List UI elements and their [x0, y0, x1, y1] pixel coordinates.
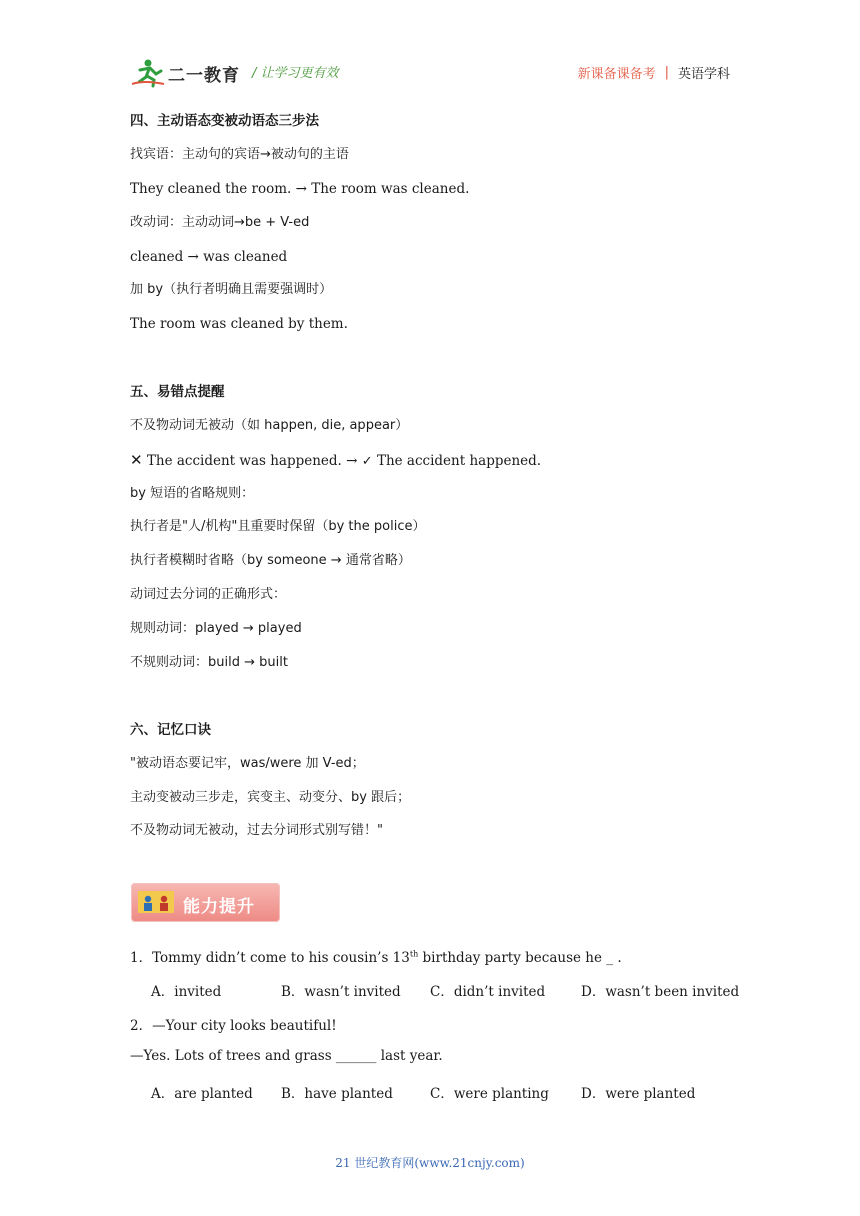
section-4-line-2: They cleaned the room. → The room was cleaned.: [130, 181, 470, 197]
question-2-stem-a: 2．—Your city looks beautiful!: [130, 1018, 337, 1034]
section-5-line-3: by 短语的省略规则：: [130, 486, 255, 501]
wrong-example: The accident was happened. →: [146, 453, 358, 469]
header-subject-label: 英语学科: [677, 67, 730, 82]
section-5-line-4: 执行者是"人/机构"且重要时保留（by the police）: [130, 519, 426, 534]
question-2-option-d[interactable]: D．were planted: [581, 1086, 696, 1102]
section-5-line-1: 不及物动词无被动（如 happen, die, appear）: [130, 418, 409, 433]
banner-label: 能力提升: [183, 897, 255, 917]
section-4-line-4: cleaned → was cleaned: [130, 249, 288, 265]
logo: [130, 58, 240, 88]
question-1-option-d[interactable]: D．wasn’t been invited: [581, 984, 740, 1000]
runner-logo-icon: [130, 58, 166, 88]
section-4-line-1: 找宾语：主动句的宾语→被动句的主语: [130, 147, 349, 162]
check-icon: ✓: [361, 454, 373, 469]
section-4-line-5: 加 by（执行者明确且需要强调时）: [130, 282, 333, 297]
question-1-stem: [130, 946, 622, 966]
section-6-heading: 六、记忆口诀: [130, 722, 211, 738]
section-4-line-3: 改动词：主动动词→be + V-ed: [130, 215, 310, 230]
section-6-line-2: 主动变被动三步走，宾变主、动变分、by 跟后；: [130, 790, 411, 805]
section-5-line-5: 执行者模糊时省略（by someone → 通常省略）: [130, 553, 411, 568]
question-2-option-c[interactable]: C．were planting: [430, 1086, 549, 1102]
section-5-line-7: 规则动词：played → played: [130, 621, 302, 636]
question-1-sup: th: [409, 949, 419, 959]
question-2-stem-b: —Yes. Lots of trees and grass ______ last year.: [130, 1048, 443, 1064]
question-1-option-c[interactable]: C．didn’t invited: [430, 984, 546, 1000]
logo-text: 二一教育: [168, 65, 240, 86]
question-2-option-b[interactable]: B．have planted: [281, 1086, 393, 1102]
section-5-line-6: 动词过去分词的正确形式：: [130, 587, 287, 602]
section-5-line-2: [130, 451, 541, 471]
ability-banner: [131, 883, 280, 922]
slogan: / 让学习更有效: [252, 66, 339, 81]
page-header: [130, 52, 730, 92]
question-1-option-a[interactable]: A．invited: [151, 984, 222, 1000]
cross-icon: ✕: [130, 451, 143, 469]
header-separator: |: [664, 65, 669, 80]
section-4-line-6: The room was cleaned by them.: [130, 316, 348, 332]
question-1-text-a: 1．Tommy didn’t come to his cousin’s 13: [130, 950, 410, 966]
section-6-line-3: 不及物动词无被动，过去分词形式别写错！": [130, 823, 383, 838]
header-subject: [578, 63, 730, 82]
right-example: The accident happened.: [376, 453, 542, 469]
section-5-heading: 五、易错点提醒: [130, 384, 225, 400]
question-1-text-b: birthday party because he _ .: [418, 950, 622, 966]
footer-link[interactable]: 21 世纪教育网(www.21cnjy.com): [335, 1156, 525, 1170]
section-5-line-8: 不规则动词：build → built: [130, 655, 288, 670]
section-6-line-1: "被动语态要记牢，was/were 加 V-ed；: [130, 756, 365, 771]
question-1-option-b[interactable]: B．wasn’t invited: [281, 984, 401, 1000]
section-4-heading: 四、主动语态变被动语态三步法: [130, 113, 319, 129]
header-course-label: 新课备课备考: [577, 67, 656, 82]
people-icon: [138, 891, 174, 913]
question-2-option-a[interactable]: A．are planted: [151, 1086, 253, 1102]
